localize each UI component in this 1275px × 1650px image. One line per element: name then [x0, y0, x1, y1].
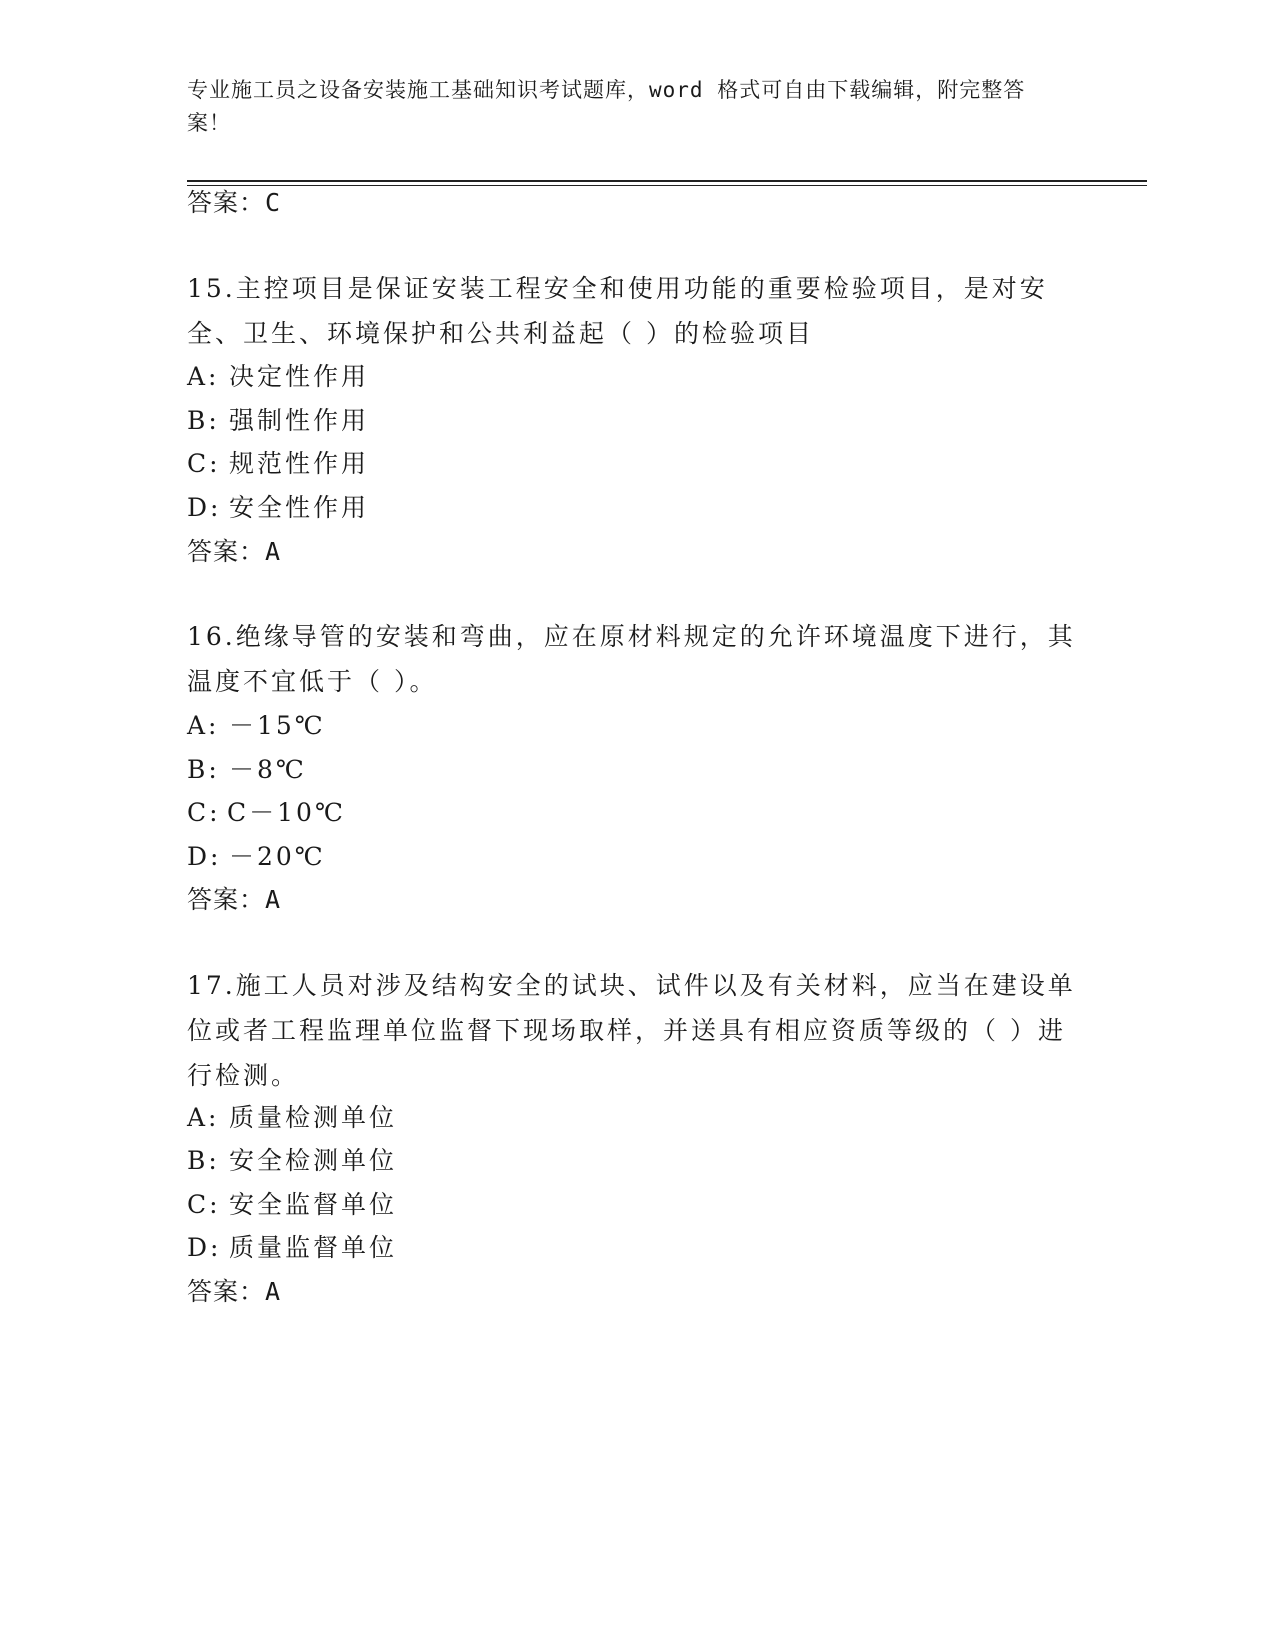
option-letter: D:: [187, 1233, 222, 1262]
option-letter: C:: [187, 449, 221, 478]
option-letter: D:: [187, 842, 222, 871]
question-16-option-d: [187, 840, 326, 874]
question-15-option-d: [187, 491, 369, 525]
header-divider-thick: [187, 180, 1147, 182]
option-text: －15℃: [229, 711, 326, 740]
question-16-answer: 答案：A: [187, 885, 282, 914]
option-text: 质量检测单位: [229, 1103, 398, 1132]
question-17-option-c: [187, 1188, 397, 1222]
question-16-option-b: [187, 753, 307, 787]
option-text: 安全性作用: [229, 493, 370, 522]
option-letter: B:: [187, 406, 220, 435]
question-15-stem: 15.主控项目是保证安装工程安全和使用功能的重要检验项目，是对安全、卫生、环境保护和公共利益起（ ）的检验项目: [187, 274, 1048, 348]
option-text: 规范性作用: [229, 449, 370, 478]
option-letter: A:: [187, 711, 220, 740]
question-16-option-c: [187, 796, 346, 830]
document-header: 专业施工员之设备安装施工基础知识考试题库，word 格式可自由下载编辑，附完整答案！: [187, 78, 1026, 135]
option-text: 安全监督单位: [229, 1190, 398, 1219]
question-15-option-c: [187, 447, 369, 481]
option-text: 强制性作用: [229, 406, 370, 435]
option-text: 决定性作用: [229, 362, 370, 391]
option-text: －8℃: [229, 755, 307, 784]
question-17-answer: 答案：A: [187, 1277, 282, 1306]
option-letter: B:: [187, 755, 220, 784]
option-letter: A:: [187, 1103, 220, 1132]
question-15-option-b: [187, 404, 369, 438]
option-text: 质量监督单位: [229, 1233, 398, 1262]
previous-answer: 答案：C: [187, 188, 282, 217]
option-letter: A:: [187, 362, 220, 391]
question-16-option-a: [187, 709, 326, 743]
question-15-answer: 答案：A: [187, 537, 282, 566]
option-letter: D:: [187, 493, 222, 522]
question-16-stem: 16.绝缘导管的安装和弯曲，应在原材料规定的允许环境温度下进行，其温度不宜低于（ ）。: [187, 622, 1076, 696]
option-text: 安全检测单位: [229, 1146, 398, 1175]
option-letter: C:: [187, 798, 221, 827]
option-letter: B:: [187, 1146, 220, 1175]
option-text: －20℃: [229, 842, 326, 871]
question-17-stem: 17.施工人员对涉及结构安全的试块、试件以及有关材料，应当在建设单位或者工程监理单位监督下现场取样，并送具有相应资质等级的（ ）进行检测。: [187, 971, 1076, 1090]
question-17-option-d: [187, 1231, 397, 1265]
question-17-option-a: [187, 1101, 397, 1135]
question-17-option-b: [187, 1144, 397, 1178]
header-divider-thin: [187, 185, 1147, 186]
option-text: C－10℃: [227, 798, 346, 827]
question-15-option-a: [187, 360, 369, 394]
option-letter: C:: [187, 1190, 221, 1219]
